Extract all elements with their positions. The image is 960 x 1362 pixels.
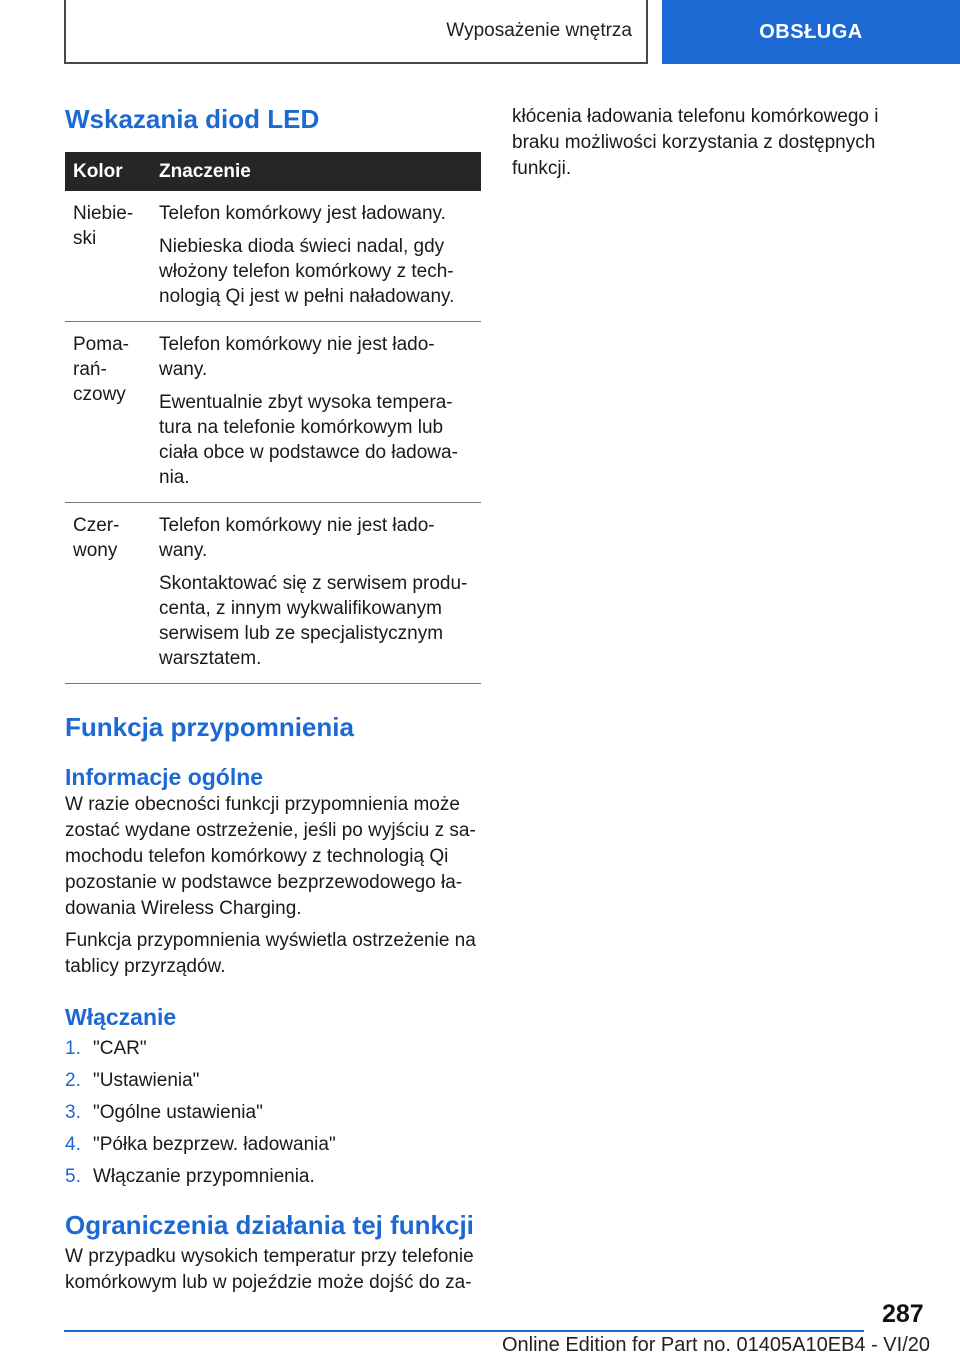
table-row [65, 322, 481, 503]
column-header-meaning: Znaczenie [151, 152, 481, 191]
reminder-section-title: Funkcja przypomnienia [65, 712, 354, 742]
enable-steps-list [65, 1036, 481, 1190]
chapter-header [64, 0, 648, 64]
footer-divider [64, 1330, 864, 1332]
table-row [65, 191, 481, 322]
column-header-color: Kolor [65, 152, 151, 191]
step-text: "Ustawienia" [93, 1070, 200, 1091]
section-tab [662, 0, 960, 64]
led-meaning-line: Telefon komórkowy nie jest łado-wany. [159, 334, 435, 380]
list-item [65, 1100, 481, 1126]
section-title: OBSŁUGA [759, 20, 863, 43]
edition-footer: Online Edition for Part no. 01405A10EB4 - VI/20 [501, 1334, 930, 1356]
general-info-heading: Informacje ogólne [65, 764, 264, 790]
list-item [65, 1132, 481, 1158]
led-color-cell: Niebie- ski [65, 191, 151, 322]
led-section-title: Wskazania diod LED [65, 104, 320, 134]
led-color-cell: Czer- wony [65, 503, 151, 684]
step-text: "Półka bezprzew. ładowania" [93, 1134, 336, 1155]
limits-paragraph: W przypadku wysokich temperatur przy telefonie komórkowym lub w pojeździe może dojść do za- [65, 1246, 474, 1293]
led-meaning-cell [151, 503, 481, 684]
led-table [65, 152, 481, 684]
enable-heading: Włączanie [65, 1004, 177, 1030]
general-info-paragraph-2: Funkcja przypomnienia wyświetla ostrzeżenie na tablicy przyrządów. [65, 930, 476, 977]
limits-paragraph-continued: kłócenia ładowania telefonu komórkowego i braku możliwości korzystania z dostępnych funkcji. [512, 106, 879, 179]
step-number: 4. [65, 1134, 81, 1155]
led-meaning-cell [151, 191, 481, 322]
page-number: 287 [882, 1300, 924, 1328]
led-meaning-line: Telefon komórkowy jest ładowany. [159, 203, 446, 224]
step-number: 5. [65, 1166, 81, 1187]
led-meaning-line: Niebieska dioda świeci nadal, gdy włożony telefon komórkowy z tech-nologią Qi jest w pełni naładowany. [159, 236, 455, 307]
step-number: 2. [65, 1070, 81, 1091]
table-header-row [65, 152, 481, 191]
left-column [65, 102, 481, 1296]
list-item [65, 1036, 481, 1062]
step-text: "Ogólne ustawienia" [93, 1102, 263, 1123]
general-info-paragraph: W razie obecności funkcji przypomnienia może zostać wydane ostrzeżenie, jeśli po wyjściu z sa-mochodu telefon komórkowy z technologią Qi pozostanie w podstawce bezprzewodowego ła-dowania Wireless Charging. [65, 794, 476, 919]
step-text: Włączanie przypomnienia. [93, 1166, 315, 1187]
led-meaning-line: Telefon komórkowy nie jest łado-wany. [159, 515, 435, 561]
step-text: "CAR" [93, 1038, 147, 1059]
step-number: 1. [65, 1038, 81, 1059]
led-meaning-line: Ewentualnie zbyt wysoka tempera-tura na telefonie komórkowym lub ciała obce w podstawce do ładowa-nia. [159, 392, 458, 488]
led-meaning-line: Skontaktować się z serwisem produ-centa, z innym wykwalifikowanym serwisem lub ze specjalistycznym warsztatem. [159, 573, 468, 669]
limits-section-title: Ograniczenia działania tej funkcji [65, 1210, 474, 1240]
led-color-cell: Poma- rań- czowy [65, 322, 151, 503]
led-meaning-cell [151, 322, 481, 503]
table-row [65, 503, 481, 684]
chapter-title: Wyposażenie wnętrza [446, 20, 632, 41]
right-column [512, 104, 912, 182]
list-item [65, 1164, 481, 1190]
step-number: 3. [65, 1102, 81, 1123]
list-item [65, 1068, 481, 1094]
